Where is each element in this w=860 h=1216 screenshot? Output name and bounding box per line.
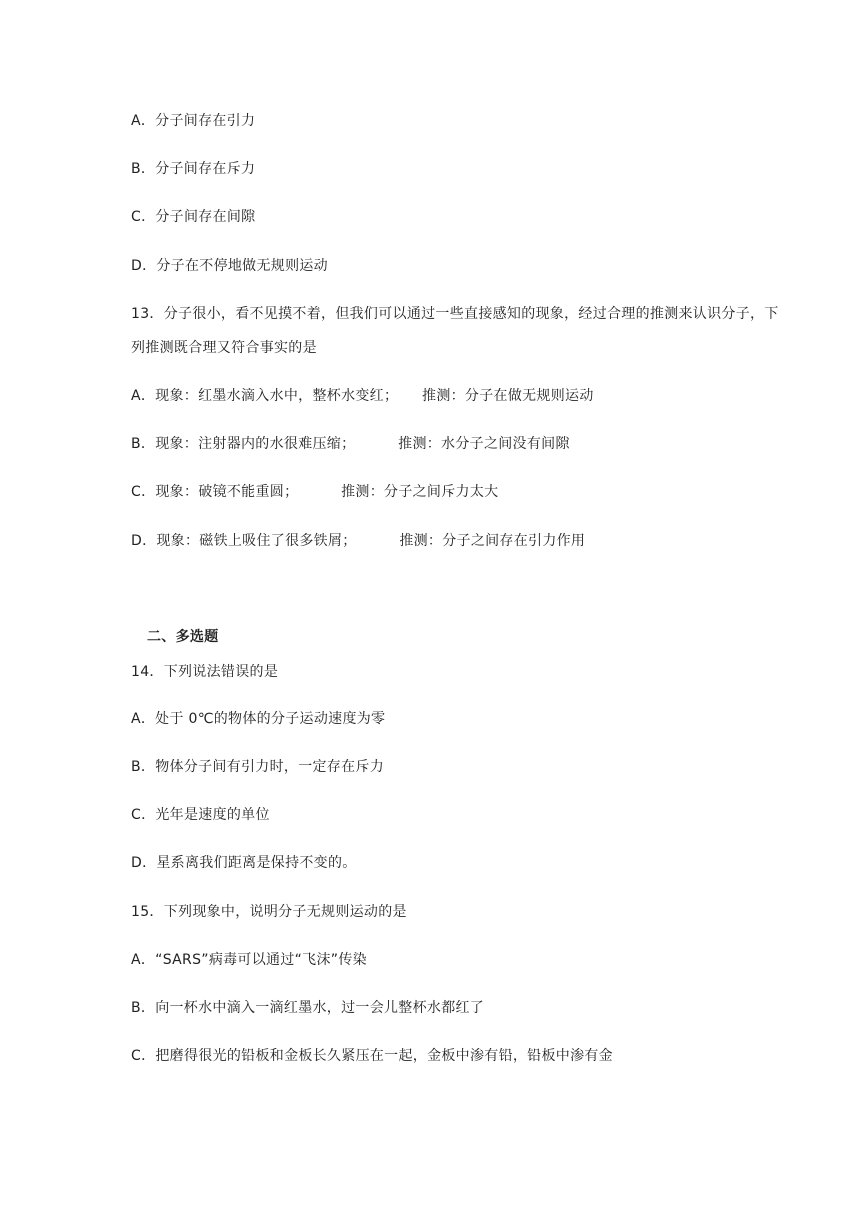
q14-option-c: C．光年是速度的单位 <box>131 807 270 823</box>
q14-stem: 14．下列说法错误的是 <box>131 664 279 680</box>
q15-option-b: B．向一杯水中滴入一滴红墨水，过一会儿整杯水都红了 <box>131 1000 485 1016</box>
q14-option-a: A．处于 0℃的物体的分子运动速度为零 <box>131 711 386 727</box>
q14-option-b: B．物体分子间有引力时，一定存在斥力 <box>131 759 385 775</box>
section-title-multiple-choice: 二、多选题 <box>147 629 219 645</box>
q12-option-c: C．分子间存在间隙 <box>131 209 256 225</box>
q13-stem-line2: 列推测既合理又符合事实的是 <box>131 340 317 356</box>
q12-option-b: B．分子间存在斥力 <box>131 161 256 177</box>
q15-stem: 15．下列现象中，说明分子无规则运动的是 <box>131 904 407 920</box>
q12-option-a: A．分子间存在引力 <box>131 113 256 129</box>
q14-option-d: D．星系离我们距离是保持不变的。 <box>131 855 357 871</box>
q15-option-a: A．“SARS”病毒可以通过“飞沫”传染 <box>131 952 367 968</box>
q15-option-c: C．把磨得很光的铅板和金板长久紧压在一起，金板中渗有铅，铅板中渗有金 <box>131 1048 613 1064</box>
q13-option-a: A．现象：红墨水滴入水中，整杯水变红； 推测：分子在做无规则运动 <box>131 388 594 404</box>
q13-option-d: D．现象：磁铁上吸住了很多铁屑； 推测：分子之间存在引力作用 <box>131 533 586 549</box>
q13-stem-line1: 13．分子很小，看不见摸不着，但我们可以通过一些直接感知的现象，经过合理的推测来认识分子，下 <box>131 306 779 322</box>
q13-option-c: C．现象：破镜不能重圆； 推测：分子之间斥力太大 <box>131 484 499 500</box>
q12-option-d: D．分子在不停地做无规则运动 <box>131 258 328 274</box>
q13-option-b: B．现象：注射器内的水很难压缩； 推测：水分子之间没有间隙 <box>131 436 570 452</box>
